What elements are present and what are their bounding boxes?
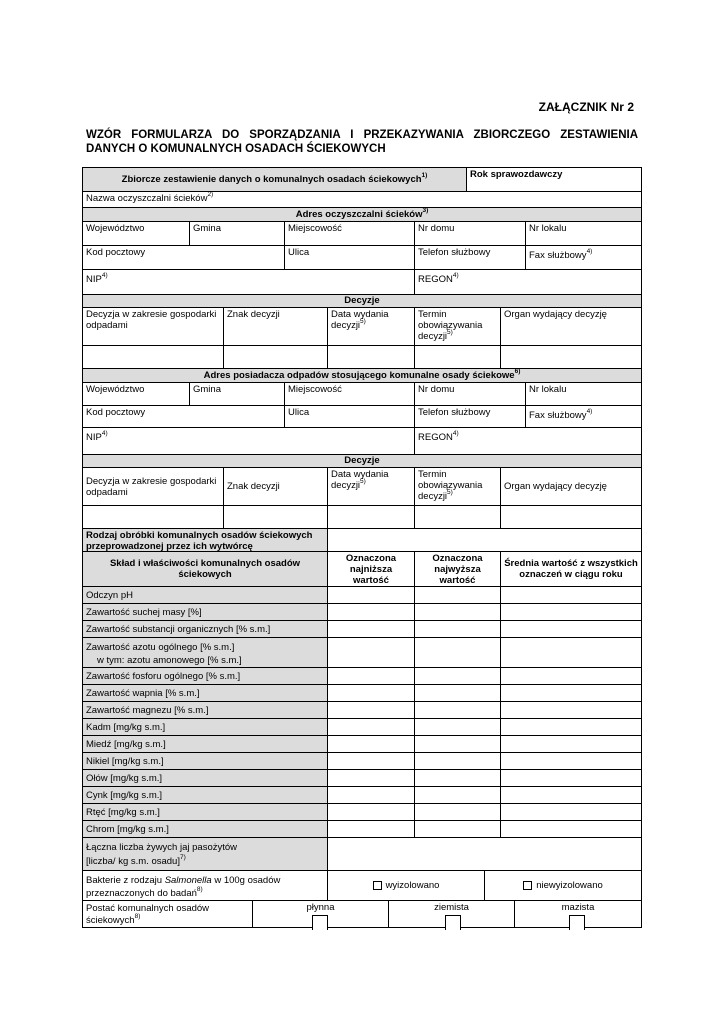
salmonella-label: Bakterie z rodzaju Salmonella w 100g osadów przeznaczonych do badań$^{8)}$ xyxy=(82,870,328,901)
plant-phone-field[interactable]: Telefon służbowy xyxy=(414,245,526,270)
holder-phone-field[interactable]: Telefon służbowy xyxy=(414,405,526,428)
holder-regon-field[interactable]: REGON$^{4)}$ xyxy=(414,427,642,455)
composition-header: Skład i właściwości komunalnych osadów ściekowych xyxy=(82,551,328,587)
plant-nip-field[interactable]: NIP$^{4)}$ xyxy=(82,269,415,295)
plant-name-field[interactable]: Nazwa oczyszczalni ścieków$^{2)}$ xyxy=(82,191,642,208)
issue-date-label-2: Data wydania decyzji$^{5)}$ xyxy=(327,467,415,506)
plant-street-field[interactable]: Ulica xyxy=(284,245,415,270)
issue-date-field-2[interactable] xyxy=(327,505,415,529)
param-cell[interactable] xyxy=(414,735,501,753)
param-ph: Odczyn pH xyxy=(82,586,328,604)
param-cell[interactable] xyxy=(414,637,501,668)
salmonella-isolated-option[interactable]: wyizolowano xyxy=(327,870,485,901)
param-cell[interactable] xyxy=(327,684,415,702)
plant-commune-field[interactable]: Gmina xyxy=(189,221,285,246)
sludge-form-label: Postać komunalnych osadów ściekowych$^{8)}$ xyxy=(82,900,253,928)
validity-field[interactable] xyxy=(414,345,501,369)
authority-label: Organ wydający decyzję xyxy=(500,307,642,346)
param-cell[interactable] xyxy=(500,735,642,753)
holder-unit-no-field[interactable]: Nr lokalu xyxy=(525,382,642,406)
param-cell[interactable] xyxy=(414,718,501,736)
param-cell[interactable] xyxy=(327,718,415,736)
plant-postal-code-field[interactable]: Kod pocztowy xyxy=(82,245,285,270)
plant-fax-field[interactable]: Fax służbowy$^{4)}$ xyxy=(525,245,642,270)
plant-house-no-field[interactable]: Nr domu xyxy=(414,221,526,246)
holder-postal-code-field[interactable]: Kod pocztowy xyxy=(82,405,285,428)
sludge-form-liquid[interactable]: płynna xyxy=(252,900,389,928)
decisions-header-2: Decyzje xyxy=(82,454,642,468)
parasite-eggs-field[interactable] xyxy=(327,837,642,871)
param-cell[interactable] xyxy=(500,701,642,719)
decision-ref-field[interactable] xyxy=(223,345,328,369)
param-magnesium: Zawartość magnezu [% s.m.] xyxy=(82,701,328,719)
col-average-header: Średnia wartość z wszystkich oznaczeń w ciągu roku xyxy=(500,551,642,587)
param-cell[interactable] xyxy=(327,620,415,638)
param-cell[interactable] xyxy=(500,637,642,668)
param-cell[interactable] xyxy=(500,620,642,638)
decision-waste-label: Decyzja w zakresie gospodarki odpadami xyxy=(82,307,224,346)
param-cell[interactable] xyxy=(500,752,642,770)
decision-waste-label-2: Decyzja w zakresie gospodarki odpadami xyxy=(82,467,224,506)
sludge-form-pasty[interactable]: mazista xyxy=(514,900,642,928)
param-cell[interactable] xyxy=(327,820,415,838)
param-cell[interactable] xyxy=(414,820,501,838)
param-cadmium: Kadm [mg/kg s.m.] xyxy=(82,718,328,736)
param-cell[interactable] xyxy=(414,603,501,621)
checkbox-liquid[interactable] xyxy=(312,915,328,930)
decisions-header: Decyzje xyxy=(82,294,642,308)
decision-ref-label-2: Znak decyzji xyxy=(223,467,328,506)
param-cell[interactable] xyxy=(500,684,642,702)
param-cell[interactable] xyxy=(414,786,501,804)
param-nitrogen: Zawartość azotu ogólnego [% s.m.] w tym: azotu amonowego [% s.m.] xyxy=(82,637,328,668)
param-calcium: Zawartość wapnia [% s.m.] xyxy=(82,684,328,702)
param-cell[interactable] xyxy=(414,769,501,787)
issue-date-label: Data wydania decyzji$^{5)}$ xyxy=(327,307,415,346)
param-dry-mass: Zawartość suchej masy [%] xyxy=(82,603,328,621)
col-lowest-header: Oznaczona najniższa wartość xyxy=(327,551,415,587)
param-cell[interactable] xyxy=(500,786,642,804)
param-cell[interactable] xyxy=(414,752,501,770)
holder-fax-field[interactable]: Fax służbowy$^{4)}$ xyxy=(525,405,642,428)
form-title: WZÓR FORMULARZA DO SPORZĄDZANIA I PRZEKAZYWANIA ZBIORCZEGO ZESTAWIENIA DANYCH O KOMUNALNYCH OSADACH ŚCIEKOWYCH xyxy=(86,129,638,155)
param-cell[interactable] xyxy=(500,586,642,604)
checkbox-earthy[interactable] xyxy=(445,915,461,930)
param-cell[interactable] xyxy=(500,603,642,621)
param-cell[interactable] xyxy=(327,769,415,787)
parasite-eggs-label: Łączna liczba żywych jaj pasożytów [liczba/ kg s.m. osadu]$^{7)}$ xyxy=(82,837,328,871)
validity-field-2[interactable] xyxy=(414,505,501,529)
checkbox-not-isolated[interactable] xyxy=(523,881,532,890)
param-cell[interactable] xyxy=(414,667,501,685)
decision-waste-field[interactable] xyxy=(82,345,224,369)
param-nickel: Nikiel [mg/kg s.m.] xyxy=(82,752,328,770)
plant-address-header: Adres oczyszczalni ścieków$^{3)}$ xyxy=(82,207,642,222)
param-cell[interactable] xyxy=(327,803,415,821)
param-chromium: Chrom [mg/kg s.m.] xyxy=(82,820,328,838)
param-cell[interactable] xyxy=(327,603,415,621)
param-cell[interactable] xyxy=(327,667,415,685)
holder-voivodeship-field[interactable]: Województwo xyxy=(82,382,190,406)
decision-ref-label: Znak decyzji xyxy=(223,307,328,346)
checkbox-isolated[interactable] xyxy=(373,881,382,890)
param-cell[interactable] xyxy=(327,752,415,770)
holder-house-no-field[interactable]: Nr domu xyxy=(414,382,526,406)
summary-title: Zbiorcze zestawienie danych o komunalnych osadach ściekowych$^{1)}$ xyxy=(82,167,467,192)
authority-label-2: Organ wydający decyzję xyxy=(500,467,642,506)
processing-type-field[interactable] xyxy=(327,528,642,552)
param-cell[interactable] xyxy=(414,620,501,638)
holder-address-header: Adres posiadacza odpadów stosującego komunalne osady ściekowe$^{6)}$ xyxy=(82,368,642,383)
col-highest-header: Oznaczona najwyższa wartość xyxy=(414,551,501,587)
plant-voivodeship-field[interactable]: Województwo xyxy=(82,221,190,246)
issue-date-field[interactable] xyxy=(327,345,415,369)
param-cell[interactable] xyxy=(414,701,501,719)
param-organic: Zawartość substancji organicznych [% s.m.] xyxy=(82,620,328,638)
param-cell[interactable] xyxy=(414,586,501,604)
param-cell[interactable] xyxy=(500,769,642,787)
plant-unit-no-field[interactable]: Nr lokalu xyxy=(525,221,642,246)
param-cell[interactable] xyxy=(327,637,415,668)
param-cell[interactable] xyxy=(414,684,501,702)
plant-town-field[interactable]: Miejscowość xyxy=(284,221,415,246)
param-cell[interactable] xyxy=(500,718,642,736)
param-phosphorus: Zawartość fosforu ogólnego [% s.m.] xyxy=(82,667,328,685)
param-lead: Ołów [mg/kg s.m.] xyxy=(82,769,328,787)
holder-nip-field[interactable]: NIP$^{4)}$ xyxy=(82,427,415,455)
validity-label-2: Termin obowiązywania decyzji$^{5)}$ xyxy=(414,467,501,506)
param-cell[interactable] xyxy=(500,667,642,685)
salmonella-not-isolated-option[interactable]: niewyizolowano xyxy=(484,870,642,901)
holder-commune-field[interactable]: Gmina xyxy=(189,382,285,406)
checkbox-pasty[interactable] xyxy=(569,915,585,930)
decision-waste-field-2[interactable] xyxy=(82,505,224,529)
processing-type-label: Rodzaj obróbki komunalnych osadów ściekowych przeprowadzonej przez ich wytwórcę xyxy=(82,528,328,552)
reporting-year-field[interactable]: Rok sprawozdawczy xyxy=(466,167,642,192)
plant-regon-field[interactable]: REGON$^{4)}$ xyxy=(414,269,642,295)
param-mercury: Rtęć [mg/kg s.m.] xyxy=(82,803,328,821)
param-cell[interactable] xyxy=(327,586,415,604)
param-copper: Miedź [mg/kg s.m.] xyxy=(82,735,328,753)
param-cell[interactable] xyxy=(327,786,415,804)
param-cell[interactable] xyxy=(414,803,501,821)
attachment-number: ZAŁĄCZNIK Nr 2 xyxy=(538,100,634,114)
authority-field-2[interactable] xyxy=(500,505,642,529)
param-cell[interactable] xyxy=(327,735,415,753)
holder-street-field[interactable]: Ulica xyxy=(284,405,415,428)
param-cell[interactable] xyxy=(500,820,642,838)
validity-label: Termin obowiązywania decyzji$^{5)}$ xyxy=(414,307,501,346)
param-cell[interactable] xyxy=(500,803,642,821)
authority-field[interactable] xyxy=(500,345,642,369)
sludge-form-earthy[interactable]: ziemista xyxy=(388,900,515,928)
decision-ref-field-2[interactable] xyxy=(223,505,328,529)
param-cell[interactable] xyxy=(327,701,415,719)
param-zinc: Cynk [mg/kg s.m.] xyxy=(82,786,328,804)
holder-town-field[interactable]: Miejscowość xyxy=(284,382,415,406)
